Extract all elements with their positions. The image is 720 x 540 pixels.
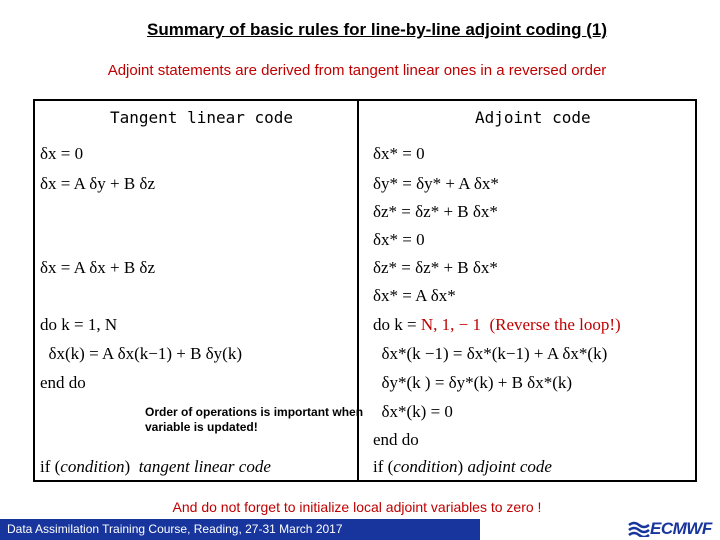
ecmwf-logo-text: ECMWF [650,519,712,538]
tangent-condition: condition [60,457,125,476]
adjoint-do-keyword: do k = [373,315,421,334]
footer-bar: Data Assimilation Training Course, Reading, 27-31 March 2017 [0,519,480,540]
adjoint-line-8: δx*(k −1) = δx*(k−1) + A δx*(k) [373,344,608,363]
tangent-header: Tangent linear code [110,108,294,127]
adjoint-condition: condition [393,457,458,476]
adjoint-line-9: δy*(k ) = δy*(k) + B δx*(k) [373,373,573,392]
slide-title: Summary of basic rules for line-by-line adjoint coding (1) [146,20,607,39]
tangent-if-keyword: if ( [40,457,61,476]
adjoint-line-4: δx* = 0 [373,230,425,249]
adjoint-paren: ) [457,457,468,476]
footer-reminder: And do not forget to initialize local adjoint variables to zero ! [172,499,542,515]
reverse-loop-range: N, 1, − 1 (Reverse the loop!) [420,315,621,334]
adjoint-header: Adjoint code [475,108,591,127]
ecmwf-logo [628,519,712,539]
adjoint-line-10: δx*(k) = 0 [373,402,453,421]
tangent-line-7 [40,457,271,477]
adjoint-line-11: end do [373,430,419,449]
adjoint-line-6: δx* = A δx* [373,286,456,305]
adjoint-line-5: δz* = δz* + B δx* [373,258,498,277]
tangent-line-5: δx(k) = A δx(k−1) + B δy(k) [40,344,242,363]
tangent-line-6: end do [40,373,86,392]
adjoint-line-12 [373,457,552,477]
tangent-paren: ) [124,457,139,476]
order-note: Order of operations is important when variable is updated! [145,405,364,434]
tangent-line-4: do k = 1, N [40,315,118,334]
slide-subtitle: Adjoint statements are derived from tangent linear ones in a reversed order [107,62,607,79]
tangent-line-2: δx = A δy + B δz [40,174,155,193]
tangent-line-3: δx = A δx + B δz [40,258,155,277]
adjoint-line-7 [373,315,621,335]
adjoint-line-1: δx* = 0 [373,144,425,163]
adjoint-line-3: δz* = δz* + B δx* [373,202,498,221]
adjoint-if-keyword: if ( [373,457,394,476]
adjoint-line-2: δy* = δy* + A δx* [373,174,499,193]
ecmwf-logo-icon [628,521,650,537]
code-table [33,99,697,482]
tangent-body: tangent linear code [138,457,271,476]
adjoint-body: adjoint code [467,457,552,476]
tangent-line-1: δx = 0 [40,144,84,163]
